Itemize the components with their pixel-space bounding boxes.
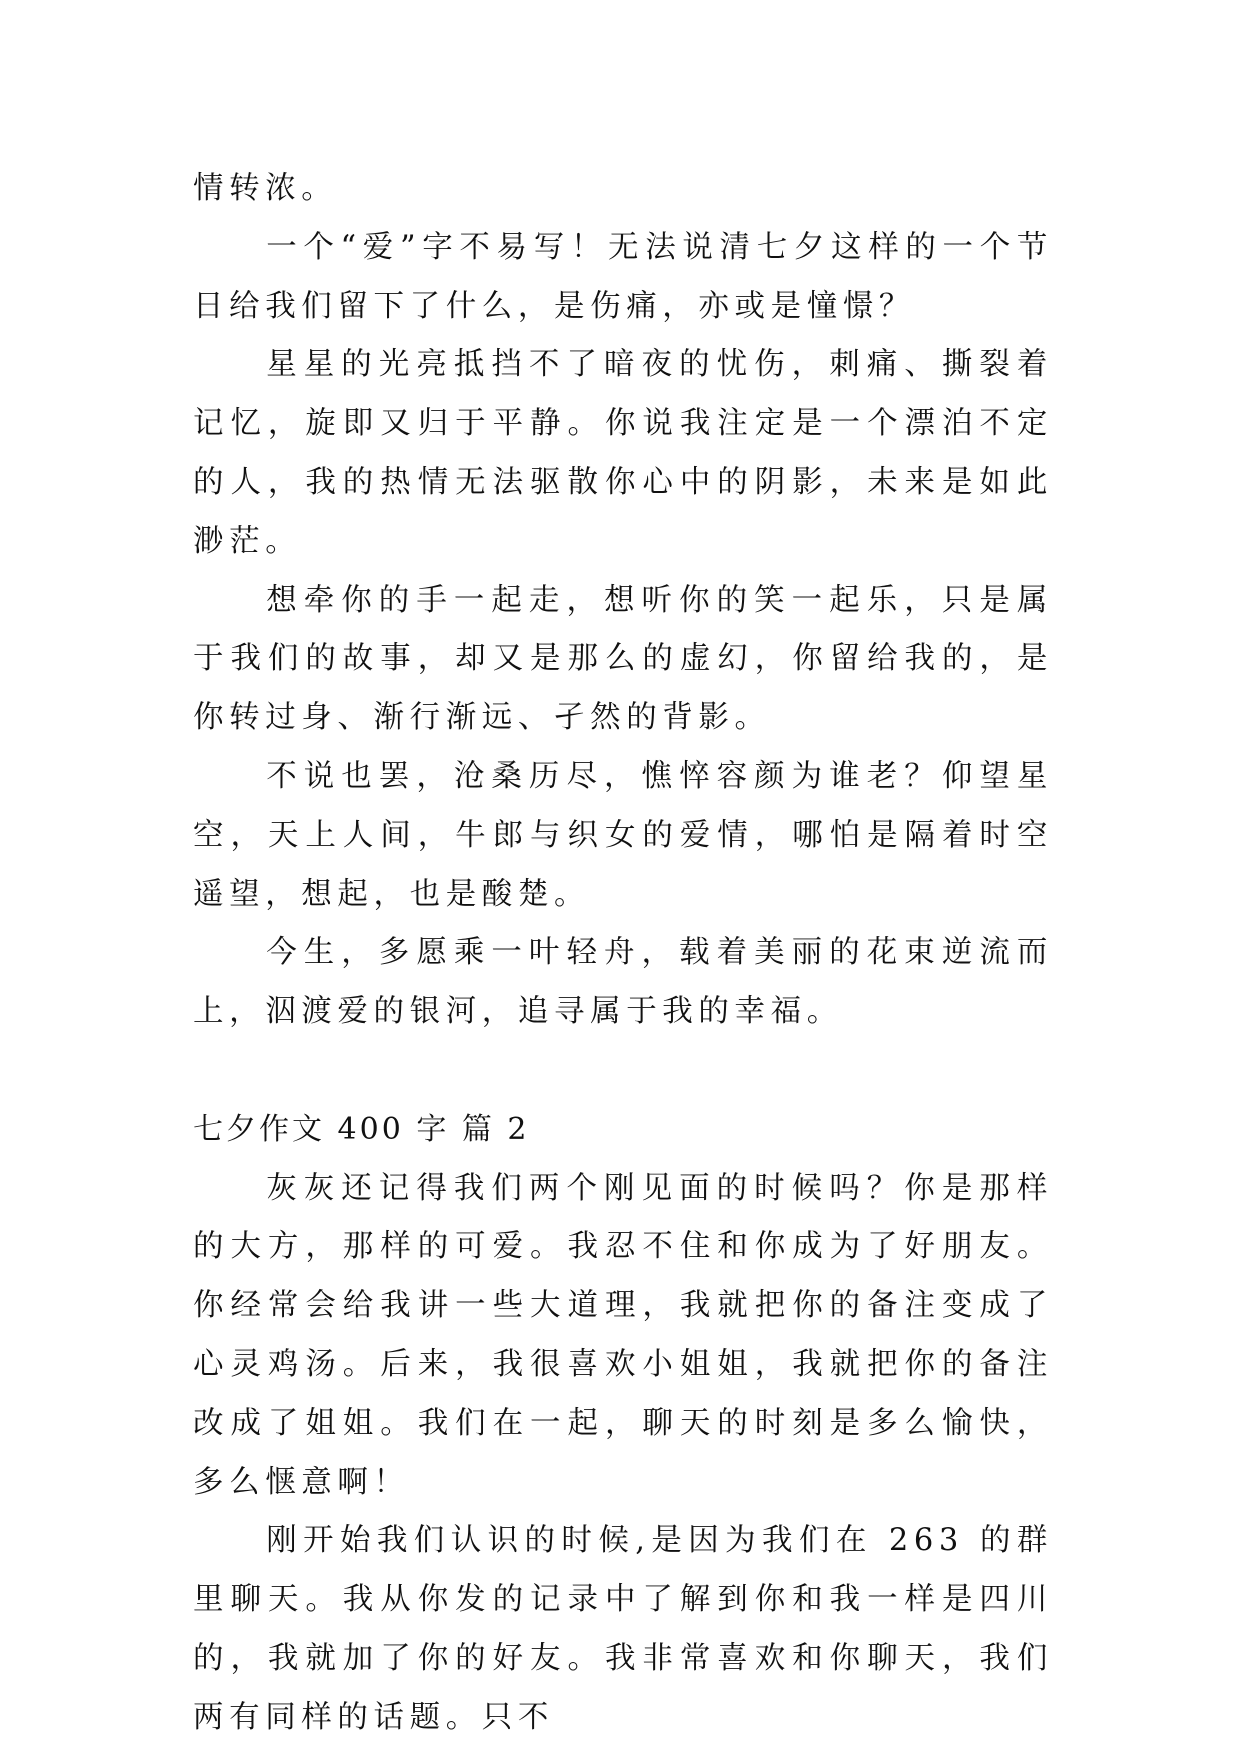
paragraph: 不说也罢，沧桑历尽，憔悴容颜为谁老？仰望星空，天上人间，牛郎与织女的爱情，哪怕是隔着时空遥望，想起，也是酸楚。 — [193, 758, 1053, 912]
paragraph: 刚开始我们认识的时候,是因为我们在 263 的群里聊天。我从你发的记录中了解到你和我一样是四川的，我就加了你的好友。我非常喜欢和你聊天，我们两有同样的话题。只不 — [193, 1523, 1053, 1735]
paragraph: 灰灰还记得我们两个刚见面的时候吗？你是那样的大方，那样的可爱。我忍不住和你成为了好朋友。你经常会给我讲一些大道理，我就把你的备注变成了心灵鸡汤。后来，我很喜欢小姐姐，我就把你的备注改成了姐姐。我们在一起，聊天的时刻是多么愉快，多么惬意啊！ — [193, 1170, 1053, 1500]
paragraph: 想牵你的手一起走，想听你的笑一起乐，只是属于我们的故事，却又是那么的虚幻，你留给我的，是你转过身、渐行渐远、孑然的背影。 — [193, 582, 1053, 736]
document-body — [193, 160, 1053, 1748]
paragraph: 星星的光亮抵挡不了暗夜的忧伤，刺痛、撕裂着记忆，旋即又归于平静。你说我注定是一个漂泊不定的人，我的热情无法驱散你心中的阴影，未来是如此渺茫。 — [193, 347, 1053, 559]
paragraph-continuation: 情转浓。 — [193, 171, 338, 206]
paragraph: 今生，多愿乘一叶轻舟，载着美丽的花束逆流而上，泅渡爱的银河，追寻属于我的幸福。 — [193, 935, 1053, 1030]
section-spacer — [193, 1042, 1053, 1101]
paragraph: 一个“爱”字不易写！无法说清七夕这样的一个节日给我们留下了什么，是伤痛，亦或是憧憬？ — [193, 229, 1053, 324]
section-heading: 七夕作文 400 字 篇 2 — [193, 1111, 530, 1147]
